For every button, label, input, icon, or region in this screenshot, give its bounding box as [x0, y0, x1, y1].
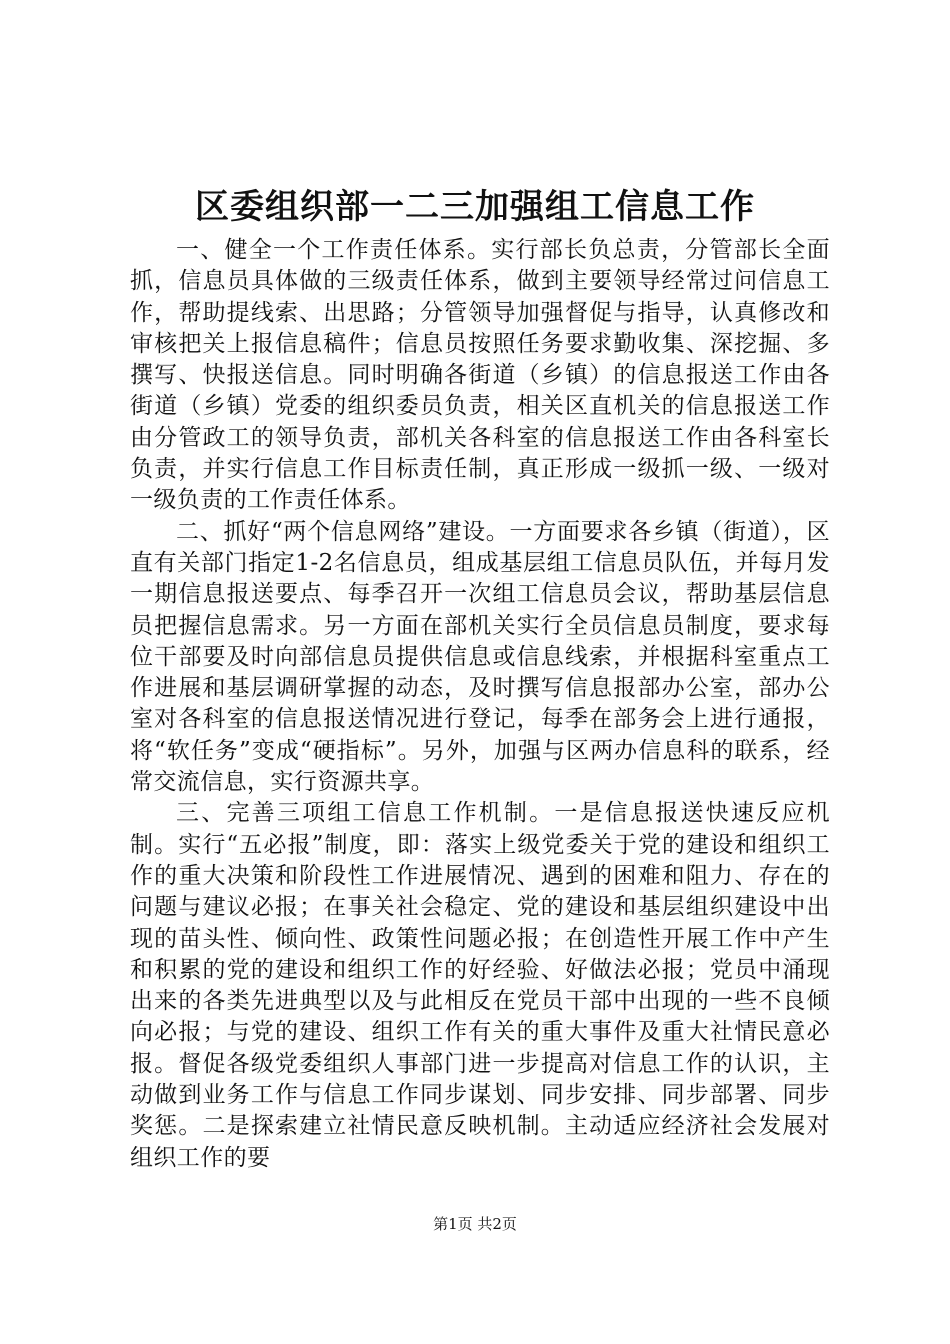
paragraph-2: 二、抓好“两个信息网络”建设。一方面要求各乡镇（街道），区直有关部门指定1-2名信息员，组成基层组工信息员队伍，并每月发一期信息报送要点、每季召开一次组工信息员会议，帮助基层信息员把握信息需求。另一方面在部机关实行全员信息员制度，要求每位干部要及时向部信息员提供信息或信息线索，并根据科室重点工作进展和基层调研掌握的动态，及时撰写信息报部办公室，部办公室对各科室的信息报送情况进行登记，每季在部务会上进行通报，将“软任务”变成“硬指标”。另外，加强与区两办信息科的联系，经常交流信息，实行资源共享。: [130, 518, 830, 796]
document-body: [130, 235, 830, 1174]
paragraph-1: 一、健全一个工作责任体系。实行部长负总责，分管部长全面抓，信息员具体做的三级责任体系，做到主要领导经常过问信息工作，帮助提线索、出思路；分管领导加强督促与指导，认真修改和审核把关上报信息稿件；信息员按照任务要求勤收集、深挖掘、多撰写、快报送信息。同时明确各街道（乡镇）的信息报送工作由各街道（乡镇）党委的组织委员负责，相关区直机关的信息报送工作由分管政工的领导负责，部机关各科室的信息报送工作由各科室长负责，并实行信息工作目标责任制，真正形成一级抓一级、一级对一级负责的工作责任体系。: [130, 237, 830, 514]
page-number-footer: 第1页 共2页: [433, 1215, 517, 1233]
document-title: 区委组织部一二三加强组工信息工作: [195, 187, 755, 227]
paragraph-3: 三、完善三项组工信息工作机制。一是信息报送快速反应机制。实行“五必报”制度，即：落实上级党委关于党的建设和组织工作的重大决策和阶段性工作进展情况、遇到的困难和阻力、存在的问题与建议必报；在事关社会稳定、党的建设和基层组织建设中出现的苗头性、倾向性、政策性问题必报；在创造性开展工作中产生和积累的党的建设和组织工作的好经验、好做法必报；党员中涌现出来的各类先进典型以及与此相反在党员干部中出现的一些不良倾向必报；与党的建设、组织工作有关的重大事件及重大社情民意必报。督促各级党委组织人事部门进一步提高对信息工作的认识，主动做到业务工作与信息工作同步谋划、同步安排、同步部署、同步奖惩。二是探索建立社情民意反映机制。主动适应经济社会发展对组织工作的要: [130, 800, 830, 1171]
